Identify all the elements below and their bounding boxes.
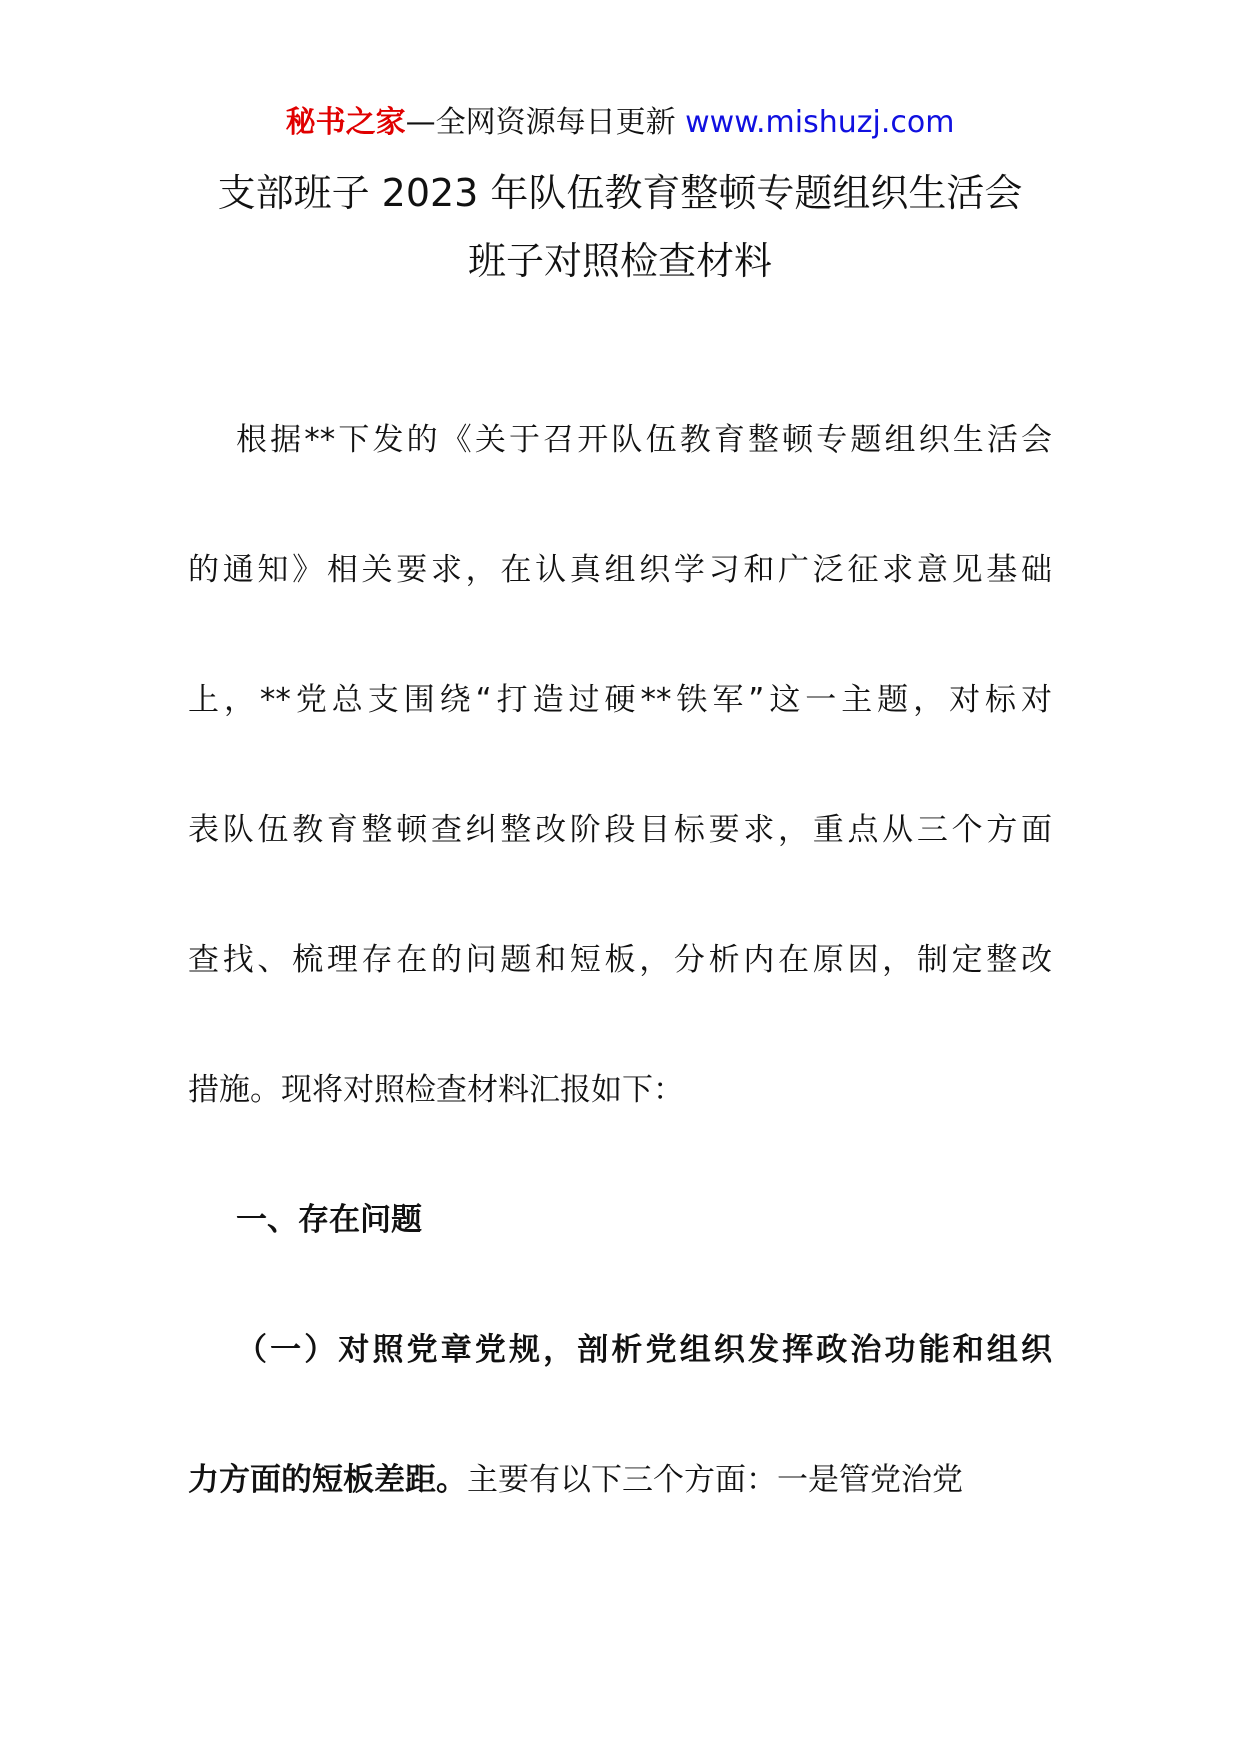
paragraph-line: 措施。现将对照检查材料汇报如下：	[188, 1072, 684, 1108]
subsection-text: 主要有以下三个方面：一是管党治党	[467, 1462, 963, 1498]
header-slogan: —全网资源每日更新	[405, 105, 676, 140]
paragraph-line: 的通知》相关要求，在认真组织学习和广泛征求意见基础	[188, 552, 1052, 588]
subsection-heading-tail: 力方面的短板差距。	[188, 1462, 467, 1498]
document-title-line-1: 支部班子 2023 年队伍教育整顿专题组织生活会	[217, 171, 1023, 215]
paragraph-line: 表队伍教育整顿查纠整改阶段目标要求，重点从三个方面	[188, 812, 1052, 848]
subsection-heading-line: （一）对照党章党规，剖析党组织发挥政治功能和组织	[236, 1332, 1052, 1368]
subsection-line	[188, 1460, 1052, 1500]
site-header	[0, 103, 1240, 143]
section-heading: 一、存在问题	[236, 1202, 422, 1238]
paragraph-line: 根据**下发的《关于召开队伍教育整顿专题组织生活会	[236, 422, 1052, 458]
brand-name: 秘书之家	[285, 105, 406, 140]
site-url-link[interactable]: www.mishuzj.com	[685, 105, 955, 140]
document-title-line-2: 班子对照检查材料	[467, 239, 772, 283]
paragraph-line: 上，**党总支围绕“打造过硬**铁军”这一主题，对标对	[188, 682, 1052, 718]
paragraph-line: 查找、梳理存在的问题和短板，分析内在原因，制定整改	[188, 942, 1052, 978]
